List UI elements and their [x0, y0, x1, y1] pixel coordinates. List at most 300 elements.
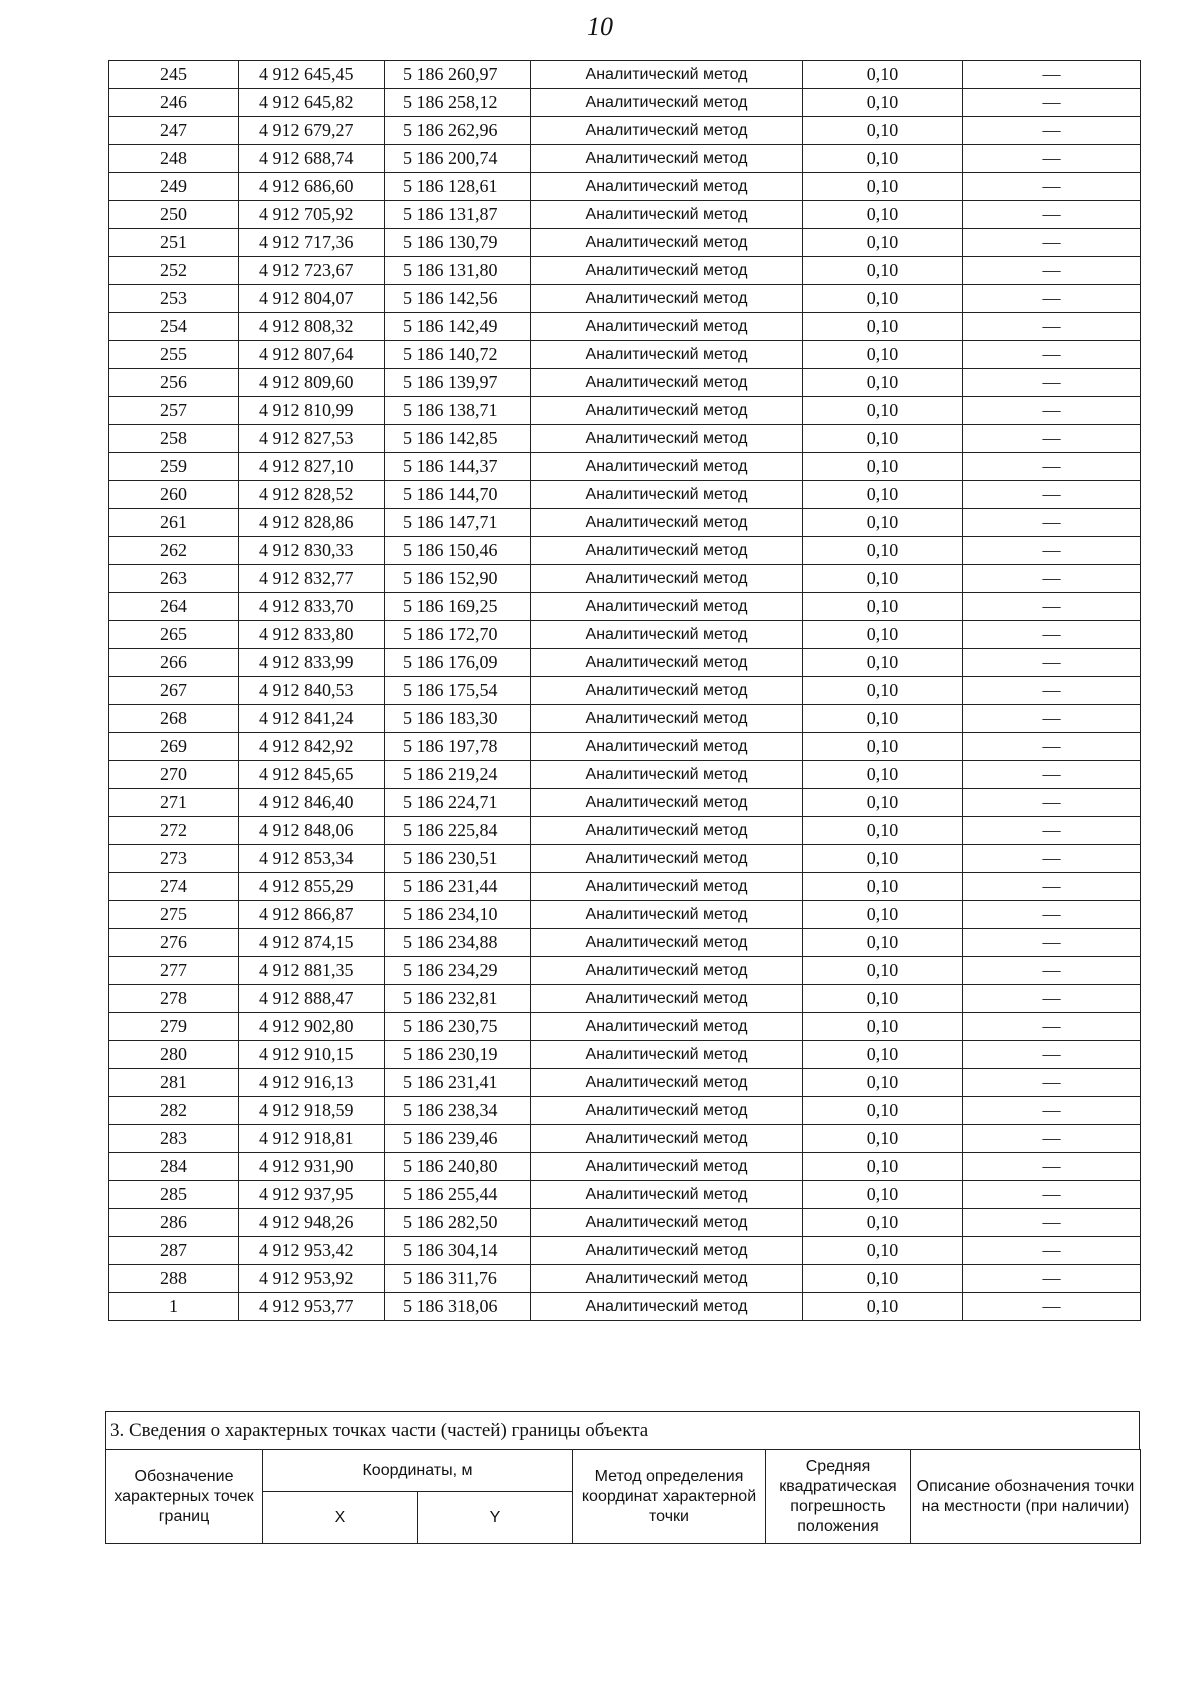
cell-coord-x: 4 912 688,74	[239, 145, 385, 173]
table-row	[109, 313, 1141, 341]
table-row	[109, 1041, 1141, 1069]
cell-method: Аналитический метод	[531, 761, 803, 789]
cell-description: —	[963, 1237, 1141, 1265]
table-row	[109, 901, 1141, 929]
cell-method: Аналитический метод	[531, 173, 803, 201]
cell-coord-y: 5 186 258,12	[385, 89, 531, 117]
cell-error: 0,10	[803, 621, 963, 649]
cell-coord-y: 5 186 260,97	[385, 61, 531, 89]
cell-coord-x: 4 912 827,53	[239, 425, 385, 453]
cell-method: Аналитический метод	[531, 1153, 803, 1181]
cell-point-number: 258	[109, 425, 239, 453]
cell-description: —	[963, 61, 1141, 89]
cell-method: Аналитический метод	[531, 845, 803, 873]
table-row	[109, 117, 1141, 145]
table-row	[109, 621, 1141, 649]
cell-coord-x: 4 912 645,82	[239, 89, 385, 117]
cell-description: —	[963, 229, 1141, 257]
cell-coord-x: 4 912 686,60	[239, 173, 385, 201]
cell-description: —	[963, 1209, 1141, 1237]
cell-coord-y: 5 186 234,29	[385, 957, 531, 985]
page-number: 10	[587, 12, 613, 41]
cell-description: —	[963, 537, 1141, 565]
table-row	[109, 929, 1141, 957]
cell-coord-y: 5 186 219,24	[385, 761, 531, 789]
cell-description: —	[963, 593, 1141, 621]
cell-error: 0,10	[803, 369, 963, 397]
cell-error: 0,10	[803, 649, 963, 677]
cell-coord-y: 5 186 240,80	[385, 1153, 531, 1181]
cell-method: Аналитический метод	[531, 817, 803, 845]
table-row	[109, 1125, 1141, 1153]
cell-point-number: 267	[109, 677, 239, 705]
cell-method: Аналитический метод	[531, 509, 803, 537]
cell-description: —	[963, 733, 1141, 761]
cell-error: 0,10	[803, 117, 963, 145]
cell-description: —	[963, 761, 1141, 789]
cell-description: —	[963, 341, 1141, 369]
cell-error: 0,10	[803, 341, 963, 369]
cell-point-number: 254	[109, 313, 239, 341]
cell-point-number: 282	[109, 1097, 239, 1125]
cell-coord-y: 5 186 142,85	[385, 425, 531, 453]
cell-point-number: 284	[109, 1153, 239, 1181]
cell-description: —	[963, 1181, 1141, 1209]
table-row	[109, 397, 1141, 425]
table-row	[109, 425, 1141, 453]
header-method: Метод определения координат характерной точки	[573, 1450, 766, 1544]
cell-point-number: 279	[109, 1013, 239, 1041]
cell-method: Аналитический метод	[531, 229, 803, 257]
cell-description: —	[963, 397, 1141, 425]
cell-description: —	[963, 257, 1141, 285]
cell-coord-x: 4 912 916,13	[239, 1069, 385, 1097]
header-y: Y	[418, 1492, 573, 1544]
cell-coord-y: 5 186 318,06	[385, 1293, 531, 1321]
cell-point-number: 264	[109, 593, 239, 621]
cell-coord-y: 5 186 130,79	[385, 229, 531, 257]
cell-point-number: 285	[109, 1181, 239, 1209]
coordinates-table	[108, 60, 1141, 1321]
cell-coord-x: 4 912 918,81	[239, 1125, 385, 1153]
cell-coord-x: 4 912 827,10	[239, 453, 385, 481]
cell-method: Аналитический метод	[531, 89, 803, 117]
cell-error: 0,10	[803, 985, 963, 1013]
cell-method: Аналитический метод	[531, 1181, 803, 1209]
cell-description: —	[963, 845, 1141, 873]
cell-error: 0,10	[803, 705, 963, 733]
cell-coord-x: 4 912 717,36	[239, 229, 385, 257]
cell-method: Аналитический метод	[531, 481, 803, 509]
cell-description: —	[963, 1153, 1141, 1181]
cell-point-number: 263	[109, 565, 239, 593]
cell-coord-y: 5 186 144,37	[385, 453, 531, 481]
cell-coord-y: 5 186 142,56	[385, 285, 531, 313]
cell-method: Аналитический метод	[531, 705, 803, 733]
cell-coord-x: 4 912 953,77	[239, 1293, 385, 1321]
cell-coord-y: 5 186 140,72	[385, 341, 531, 369]
cell-description: —	[963, 817, 1141, 845]
cell-coord-x: 4 912 833,80	[239, 621, 385, 649]
table-row	[109, 1293, 1141, 1321]
cell-point-number: 269	[109, 733, 239, 761]
cell-method: Аналитический метод	[531, 873, 803, 901]
cell-description: —	[963, 1013, 1141, 1041]
cell-point-number: 257	[109, 397, 239, 425]
cell-error: 0,10	[803, 1181, 963, 1209]
cell-coord-y: 5 186 224,71	[385, 789, 531, 817]
table-row	[109, 1209, 1141, 1237]
cell-error: 0,10	[803, 1153, 963, 1181]
cell-coord-y: 5 186 238,34	[385, 1097, 531, 1125]
cell-error: 0,10	[803, 285, 963, 313]
table-row	[109, 957, 1141, 985]
table-row	[109, 761, 1141, 789]
cell-description: —	[963, 705, 1141, 733]
cell-coord-y: 5 186 234,88	[385, 929, 531, 957]
cell-method: Аналитический метод	[531, 117, 803, 145]
cell-description: —	[963, 313, 1141, 341]
cell-point-number: 276	[109, 929, 239, 957]
cell-error: 0,10	[803, 593, 963, 621]
table-row	[109, 1181, 1141, 1209]
cell-point-number: 270	[109, 761, 239, 789]
cell-coord-x: 4 912 855,29	[239, 873, 385, 901]
cell-description: —	[963, 1293, 1141, 1321]
cell-coord-y: 5 186 200,74	[385, 145, 531, 173]
cell-point-number: 256	[109, 369, 239, 397]
cell-point-number: 265	[109, 621, 239, 649]
cell-point-number: 262	[109, 537, 239, 565]
cell-point-number: 281	[109, 1069, 239, 1097]
table-row	[109, 985, 1141, 1013]
header-description: Описание обозначения точки на местности (при наличии)	[911, 1450, 1141, 1544]
cell-point-number: 278	[109, 985, 239, 1013]
cell-description: —	[963, 789, 1141, 817]
table-row	[109, 677, 1141, 705]
cell-coord-x: 4 912 953,92	[239, 1265, 385, 1293]
cell-error: 0,10	[803, 789, 963, 817]
coordinates-table-body	[109, 61, 1141, 1321]
cell-coord-y: 5 186 230,51	[385, 845, 531, 873]
cell-method: Аналитический метод	[531, 1041, 803, 1069]
cell-method: Аналитический метод	[531, 929, 803, 957]
cell-coord-y: 5 186 150,46	[385, 537, 531, 565]
cell-error: 0,10	[803, 257, 963, 285]
cell-description: —	[963, 649, 1141, 677]
cell-coord-x: 4 912 918,59	[239, 1097, 385, 1125]
cell-error: 0,10	[803, 313, 963, 341]
table-row	[109, 1153, 1141, 1181]
cell-coord-y: 5 186 234,10	[385, 901, 531, 929]
cell-method: Аналитический метод	[531, 1265, 803, 1293]
table-row	[109, 481, 1141, 509]
cell-coord-y: 5 186 144,70	[385, 481, 531, 509]
table-row	[109, 789, 1141, 817]
table-row	[109, 1069, 1141, 1097]
cell-coord-y: 5 186 239,46	[385, 1125, 531, 1153]
cell-point-number: 245	[109, 61, 239, 89]
cell-coord-x: 4 912 848,06	[239, 817, 385, 845]
cell-description: —	[963, 117, 1141, 145]
cell-coord-x: 4 912 931,90	[239, 1153, 385, 1181]
cell-coord-x: 4 912 842,92	[239, 733, 385, 761]
section-3-title: 3. Сведения о характерных точках части (частей) границы объекта	[105, 1411, 1140, 1449]
cell-error: 0,10	[803, 509, 963, 537]
cell-coord-y: 5 186 232,81	[385, 985, 531, 1013]
cell-coord-x: 4 912 828,86	[239, 509, 385, 537]
table-row	[109, 201, 1141, 229]
cell-error: 0,10	[803, 957, 963, 985]
cell-coord-x: 4 912 804,07	[239, 285, 385, 313]
cell-coord-x: 4 912 809,60	[239, 369, 385, 397]
table-row	[109, 285, 1141, 313]
cell-description: —	[963, 1041, 1141, 1069]
cell-method: Аналитический метод	[531, 369, 803, 397]
cell-point-number: 266	[109, 649, 239, 677]
cell-description: —	[963, 1265, 1141, 1293]
cell-point-number: 283	[109, 1125, 239, 1153]
cell-description: —	[963, 957, 1141, 985]
cell-coord-y: 5 186 139,97	[385, 369, 531, 397]
cell-point-number: 249	[109, 173, 239, 201]
cell-method: Аналитический метод	[531, 145, 803, 173]
table-row	[109, 89, 1141, 117]
table-row	[109, 369, 1141, 397]
cell-point-number: 277	[109, 957, 239, 985]
cell-description: —	[963, 985, 1141, 1013]
cell-method: Аналитический метод	[531, 1125, 803, 1153]
table-row	[109, 453, 1141, 481]
cell-point-number: 268	[109, 705, 239, 733]
cell-coord-y: 5 186 169,25	[385, 593, 531, 621]
cell-point-number: 255	[109, 341, 239, 369]
cell-error: 0,10	[803, 173, 963, 201]
cell-coord-x: 4 912 645,45	[239, 61, 385, 89]
cell-error: 0,10	[803, 1013, 963, 1041]
cell-coord-y: 5 186 172,70	[385, 621, 531, 649]
cell-description: —	[963, 929, 1141, 957]
cell-method: Аналитический метод	[531, 1209, 803, 1237]
cell-method: Аналитический метод	[531, 1013, 803, 1041]
table-row	[109, 61, 1141, 89]
cell-point-number: 287	[109, 1237, 239, 1265]
cell-method: Аналитический метод	[531, 733, 803, 761]
table-row	[109, 845, 1141, 873]
table-row	[109, 509, 1141, 537]
header-designation: Обозначение характерных точек границ	[106, 1450, 263, 1544]
cell-coord-x: 4 912 853,34	[239, 845, 385, 873]
cell-method: Аналитический метод	[531, 593, 803, 621]
cell-point-number: 261	[109, 509, 239, 537]
cell-coord-y: 5 186 183,30	[385, 705, 531, 733]
cell-method: Аналитический метод	[531, 1293, 803, 1321]
cell-error: 0,10	[803, 453, 963, 481]
table-row	[109, 341, 1141, 369]
cell-coord-y: 5 186 175,54	[385, 677, 531, 705]
cell-method: Аналитический метод	[531, 453, 803, 481]
cell-coord-x: 4 912 840,53	[239, 677, 385, 705]
cell-error: 0,10	[803, 565, 963, 593]
cell-error: 0,10	[803, 817, 963, 845]
cell-coord-y: 5 186 131,80	[385, 257, 531, 285]
table-row	[109, 873, 1141, 901]
cell-error: 0,10	[803, 1069, 963, 1097]
table-row	[109, 173, 1141, 201]
table-row	[109, 1097, 1141, 1125]
cell-method: Аналитический метод	[531, 201, 803, 229]
cell-error: 0,10	[803, 425, 963, 453]
cell-coord-x: 4 912 845,65	[239, 761, 385, 789]
table-row	[109, 593, 1141, 621]
table-row	[109, 733, 1141, 761]
cell-coord-y: 5 186 262,96	[385, 117, 531, 145]
cell-point-number: 247	[109, 117, 239, 145]
cell-error: 0,10	[803, 1097, 963, 1125]
cell-coord-y: 5 186 131,87	[385, 201, 531, 229]
cell-error: 0,10	[803, 733, 963, 761]
cell-coord-y: 5 186 282,50	[385, 1209, 531, 1237]
cell-coord-y: 5 186 304,14	[385, 1237, 531, 1265]
header-error: Средняя квадратическая погрешность положения	[766, 1450, 911, 1544]
cell-method: Аналитический метод	[531, 677, 803, 705]
cell-coord-y: 5 186 231,44	[385, 873, 531, 901]
cell-error: 0,10	[803, 1293, 963, 1321]
cell-description: —	[963, 1069, 1141, 1097]
cell-description: —	[963, 481, 1141, 509]
cell-coord-x: 4 912 832,77	[239, 565, 385, 593]
header-x: X	[263, 1492, 418, 1544]
cell-coord-y: 5 186 231,41	[385, 1069, 531, 1097]
section-3-header-table	[105, 1449, 1141, 1544]
cell-method: Аналитический метод	[531, 789, 803, 817]
cell-method: Аналитический метод	[531, 621, 803, 649]
table-row	[109, 257, 1141, 285]
cell-error: 0,10	[803, 845, 963, 873]
cell-error: 0,10	[803, 1125, 963, 1153]
cell-coord-x: 4 912 948,26	[239, 1209, 385, 1237]
cell-coord-x: 4 912 874,15	[239, 929, 385, 957]
cell-method: Аналитический метод	[531, 985, 803, 1013]
cell-description: —	[963, 89, 1141, 117]
cell-error: 0,10	[803, 145, 963, 173]
cell-method: Аналитический метод	[531, 1069, 803, 1097]
cell-method: Аналитический метод	[531, 957, 803, 985]
cell-error: 0,10	[803, 61, 963, 89]
cell-error: 0,10	[803, 761, 963, 789]
cell-coord-y: 5 186 152,90	[385, 565, 531, 593]
cell-point-number: 248	[109, 145, 239, 173]
cell-point-number: 271	[109, 789, 239, 817]
cell-point-number: 252	[109, 257, 239, 285]
cell-coord-y: 5 186 138,71	[385, 397, 531, 425]
cell-coord-y: 5 186 225,84	[385, 817, 531, 845]
cell-error: 0,10	[803, 1237, 963, 1265]
table-row	[109, 145, 1141, 173]
cell-error: 0,10	[803, 89, 963, 117]
cell-error: 0,10	[803, 201, 963, 229]
cell-coord-y: 5 186 197,78	[385, 733, 531, 761]
cell-coord-x: 4 912 808,32	[239, 313, 385, 341]
cell-coord-x: 4 912 888,47	[239, 985, 385, 1013]
cell-coord-x: 4 912 841,24	[239, 705, 385, 733]
cell-description: —	[963, 1125, 1141, 1153]
cell-point-number: 250	[109, 201, 239, 229]
table-row	[109, 649, 1141, 677]
cell-point-number: 272	[109, 817, 239, 845]
cell-method: Аналитический метод	[531, 1237, 803, 1265]
cell-description: —	[963, 425, 1141, 453]
cell-description: —	[963, 873, 1141, 901]
table-row	[109, 229, 1141, 257]
cell-description: —	[963, 173, 1141, 201]
cell-coord-y: 5 186 230,75	[385, 1013, 531, 1041]
cell-coord-x: 4 912 833,99	[239, 649, 385, 677]
cell-coord-x: 4 912 902,80	[239, 1013, 385, 1041]
cell-description: —	[963, 201, 1141, 229]
cell-coord-x: 4 912 830,33	[239, 537, 385, 565]
cell-error: 0,10	[803, 537, 963, 565]
cell-error: 0,10	[803, 873, 963, 901]
cell-coord-x: 4 912 881,35	[239, 957, 385, 985]
cell-point-number: 275	[109, 901, 239, 929]
cell-description: —	[963, 621, 1141, 649]
cell-method: Аналитический метод	[531, 341, 803, 369]
cell-error: 0,10	[803, 481, 963, 509]
cell-error: 0,10	[803, 929, 963, 957]
cell-method: Аналитический метод	[531, 313, 803, 341]
cell-coord-x: 4 912 866,87	[239, 901, 385, 929]
table-row	[109, 537, 1141, 565]
cell-coord-x: 4 912 910,15	[239, 1041, 385, 1069]
cell-error: 0,10	[803, 1209, 963, 1237]
cell-description: —	[963, 453, 1141, 481]
cell-point-number: 259	[109, 453, 239, 481]
cell-method: Аналитический метод	[531, 537, 803, 565]
cell-coord-x: 4 912 705,92	[239, 201, 385, 229]
cell-description: —	[963, 677, 1141, 705]
cell-coord-y: 5 186 128,61	[385, 173, 531, 201]
cell-point-number: 246	[109, 89, 239, 117]
cell-coord-y: 5 186 176,09	[385, 649, 531, 677]
cell-point-number: 274	[109, 873, 239, 901]
cell-description: —	[963, 1097, 1141, 1125]
cell-coord-x: 4 912 810,99	[239, 397, 385, 425]
cell-coord-x: 4 912 833,70	[239, 593, 385, 621]
cell-error: 0,10	[803, 901, 963, 929]
cell-point-number: 288	[109, 1265, 239, 1293]
cell-description: —	[963, 145, 1141, 173]
cell-error: 0,10	[803, 397, 963, 425]
cell-coord-y: 5 186 142,49	[385, 313, 531, 341]
table-row	[109, 1237, 1141, 1265]
cell-coord-x: 4 912 953,42	[239, 1237, 385, 1265]
cell-coord-x: 4 912 807,64	[239, 341, 385, 369]
cell-point-number: 286	[109, 1209, 239, 1237]
cell-coord-x: 4 912 679,27	[239, 117, 385, 145]
cell-error: 0,10	[803, 1041, 963, 1069]
cell-point-number: 1	[109, 1293, 239, 1321]
cell-method: Аналитический метод	[531, 425, 803, 453]
table-row	[109, 817, 1141, 845]
cell-coord-x: 4 912 828,52	[239, 481, 385, 509]
cell-method: Аналитический метод	[531, 1097, 803, 1125]
cell-coord-x: 4 912 723,67	[239, 257, 385, 285]
cell-error: 0,10	[803, 1265, 963, 1293]
cell-method: Аналитический метод	[531, 397, 803, 425]
cell-error: 0,10	[803, 677, 963, 705]
cell-point-number: 251	[109, 229, 239, 257]
